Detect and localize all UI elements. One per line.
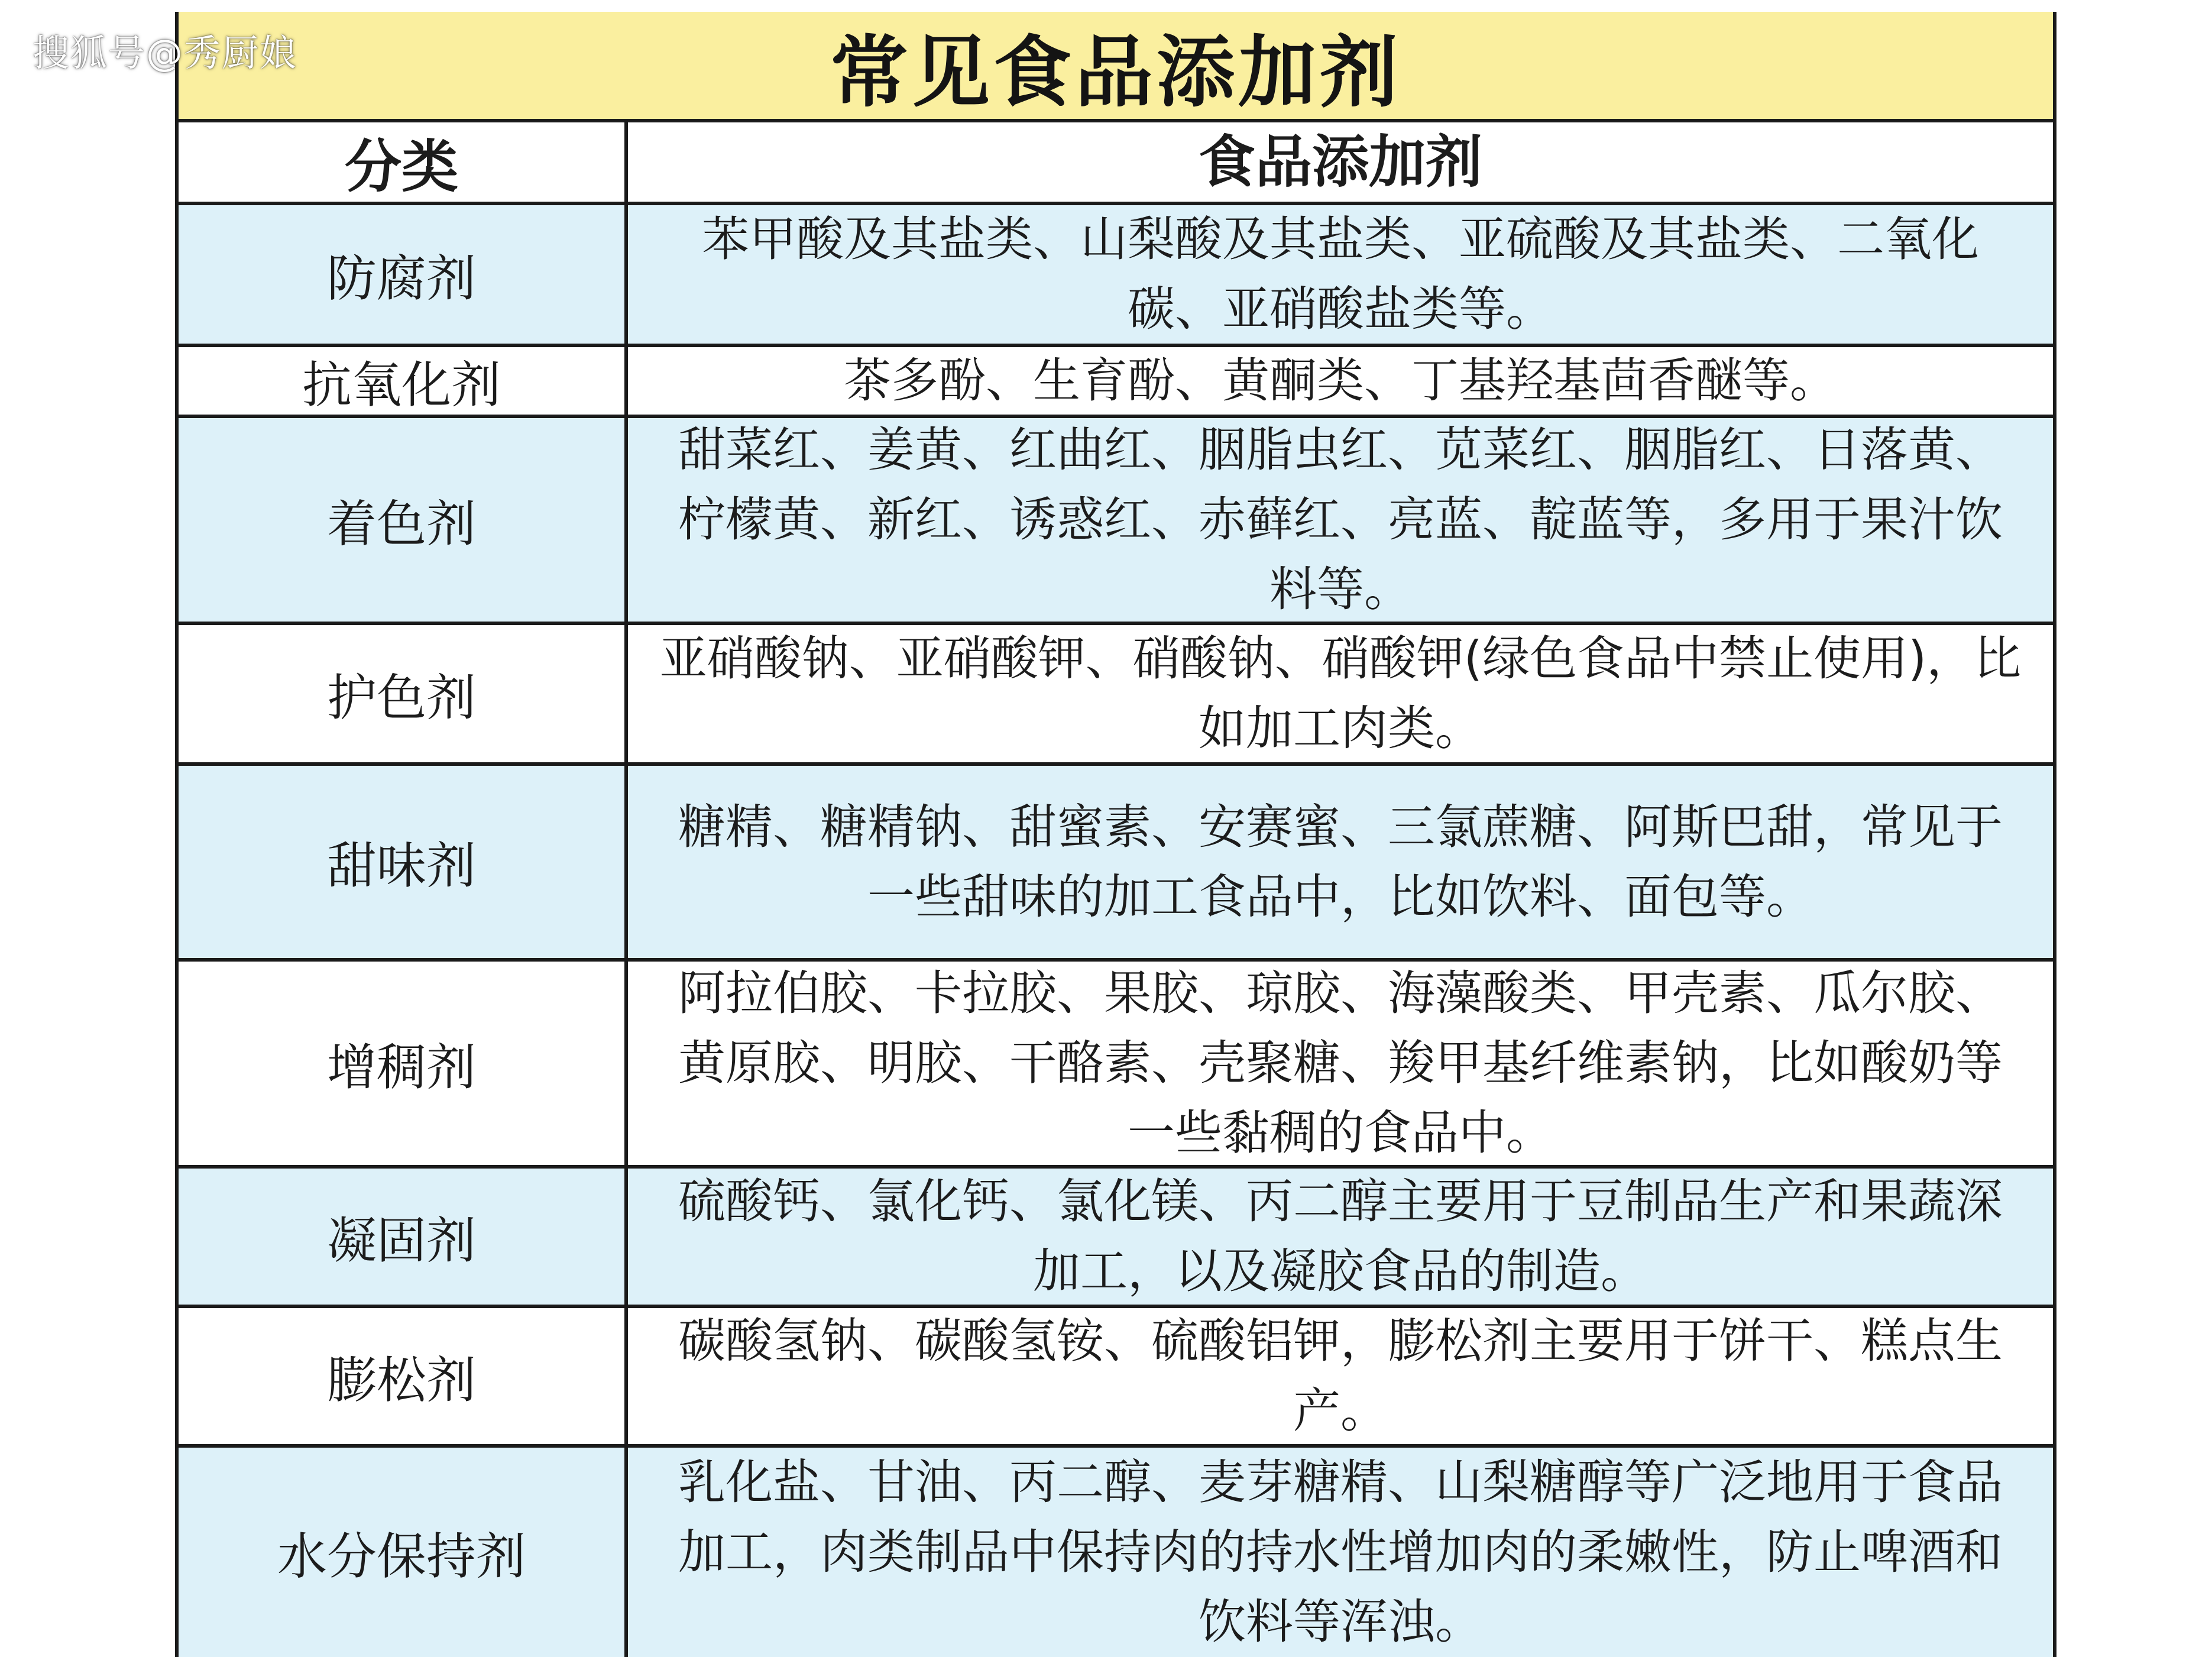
row-additives: 硫酸钙、氯化钙、氯化镁、丙二醇主要用于豆制品生产和果蔬深加工，以及凝胶食品的制造。 — [628, 1169, 2053, 1305]
row-category: 着色剂 — [179, 418, 628, 622]
row-additives: 乳化盐、甘油、丙二醇、麦芽糖精、山梨糖醇等广泛地用于食品加工，肉类制品中保持肉的持水性增加肉的柔嫩性，防止啤酒和饮料等浑浊。 — [628, 1448, 2053, 1657]
table-row — [179, 766, 2053, 962]
row-category: 抗氧化剂 — [179, 347, 628, 415]
row-category: 防腐剂 — [179, 205, 628, 344]
watermark-text: 搜狐号@秀厨娘 — [33, 31, 298, 75]
table-row — [179, 962, 2053, 1169]
table-row — [179, 1448, 2053, 1657]
row-category: 增稠剂 — [179, 962, 628, 1165]
row-additives: 阿拉伯胶、卡拉胶、果胶、琼胶、海藻酸类、甲壳素、瓜尔胶、黄原胶、明胶、干酪素、壳聚糖、羧甲基纤维素钠，比如酸奶等一些黏稠的食品中。 — [628, 962, 2053, 1165]
table-header-row — [179, 122, 2053, 205]
additives-table — [175, 12, 2056, 1657]
row-category: 凝固剂 — [179, 1169, 628, 1305]
table-row — [179, 205, 2053, 347]
table-row — [179, 1308, 2053, 1448]
table-row — [179, 625, 2053, 766]
header-category: 分类 — [179, 122, 628, 202]
row-category: 膨松剂 — [179, 1308, 628, 1444]
row-additives: 苯甲酸及其盐类、山梨酸及其盐类、亚硫酸及其盐类、二氧化碳、亚硝酸盐类等。 — [628, 205, 2053, 344]
row-category: 甜味剂 — [179, 766, 628, 958]
title-bar — [179, 12, 2053, 122]
table-row — [179, 1169, 2053, 1308]
row-category: 水分保持剂 — [179, 1448, 628, 1657]
row-additives: 亚硝酸钠、亚硝酸钾、硝酸钠、硝酸钾(绿色食品中禁止使用)，比如加工肉类。 — [628, 625, 2053, 762]
row-additives: 碳酸氢钠、碳酸氢铵、硫酸铝钾，膨松剂主要用于饼干、糕点生产。 — [628, 1308, 2053, 1444]
row-additives: 甜菜红、姜黄、红曲红、胭脂虫红、苋菜红、胭脂红、日落黄、柠檬黄、新红、诱惑红、赤藓红、亮蓝、靛蓝等，多用于果汁饮料等。 — [628, 418, 2053, 622]
table-row — [179, 418, 2053, 625]
page-title: 常见食品添加剂 — [830, 27, 1401, 118]
row-additives: 茶多酚、生育酚、黄酮类、丁基羟基茴香醚等。 — [628, 347, 2053, 415]
header-additives: 食品添加剂 — [628, 122, 2053, 202]
row-category: 护色剂 — [179, 625, 628, 762]
row-additives: 糖精、糖精钠、甜蜜素、安赛蜜、三氯蔗糖、阿斯巴甜，常见于一些甜味的加工食品中，比如饮料、面包等。 — [628, 766, 2053, 958]
table-row — [179, 347, 2053, 418]
